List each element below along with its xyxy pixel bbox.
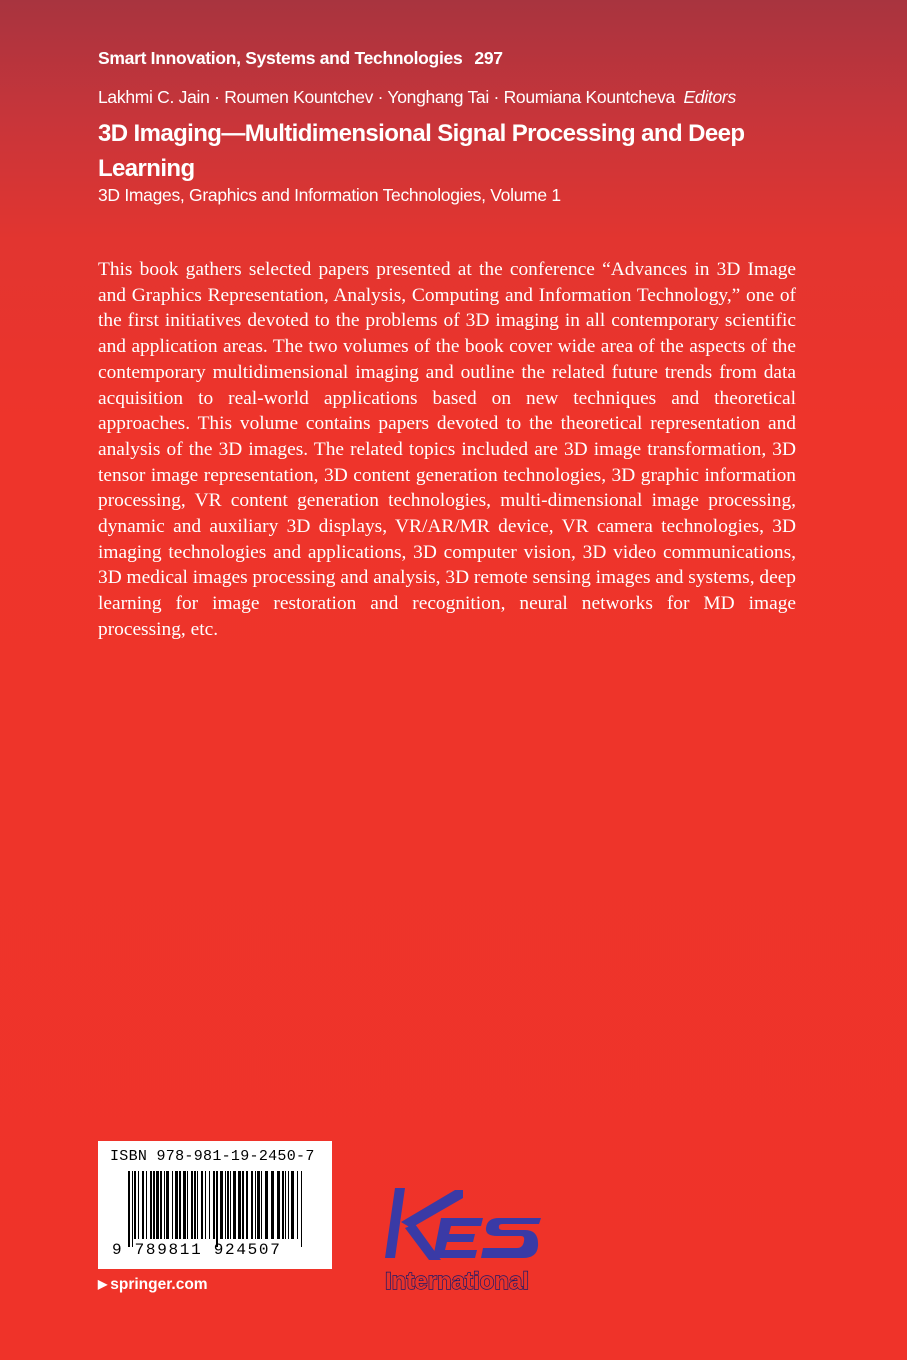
- barcode-bar: [297, 1171, 298, 1239]
- barcode-bar: [132, 1171, 133, 1247]
- barcode-bar: [242, 1171, 244, 1239]
- barcode-bar: [213, 1171, 215, 1239]
- barcode-bar: [209, 1171, 210, 1239]
- barcode-bar: [175, 1171, 178, 1239]
- barcode-box: [98, 1141, 332, 1269]
- editors-line: [98, 87, 736, 108]
- barcode-bar: [291, 1171, 294, 1239]
- barcode-bar: [187, 1171, 188, 1239]
- barcode-bar: [205, 1171, 206, 1239]
- barcode-bar: [225, 1171, 226, 1239]
- barcode-bar: [191, 1171, 193, 1239]
- barcode-bar: [251, 1171, 253, 1239]
- barcode-bar: [134, 1171, 136, 1239]
- barcode-bar: [201, 1171, 203, 1239]
- barcode-bar: [160, 1171, 162, 1239]
- kes-international-logo: [371, 1188, 543, 1301]
- series-name: Smart Innovation, Systems and Technologies: [98, 48, 463, 68]
- barcode-bar: [216, 1171, 218, 1247]
- barcode-bar: [277, 1171, 280, 1239]
- barcode-bar: [166, 1171, 169, 1239]
- barcode-bar: [183, 1171, 186, 1239]
- series-line: [98, 48, 503, 69]
- barcode-bar: [194, 1171, 196, 1239]
- barcode-bar: [153, 1171, 155, 1239]
- book-description: This book gathers selected papers presented at the conference “Advances in 3D Image and Graphics Representation, Analysis, Computing and Information Technology,” one of the first initiatives devoted to the problems of 3D imaging in all contemporary scientific and application areas. The two volumes of the book cover wide area of the aspects of the contemporary multidimensional imaging and outline the related future trends from data acquisition to real-world applications based on new techniques and theoretical approaches. This volume contains papers devoted to the theoretical representation and analysis of the 3D images. The related topics included are 3D image transformation, 3D tensor image representation, 3D content generation technologies, 3D graphic information processing, VR content generation technologies, multi-dimensional image processing, dynamic and auxiliary 3D displays, VR/AR/MR device, VR camera technologies, 3D imaging technologies and applications, 3D computer vision, 3D video communications, 3D medical images processing and analysis, 3D remote sensing images and systems, deep learning for image restoration and recognition, neural networks for MD image processing, etc.: [98, 259, 796, 640]
- springer-link[interactable]: [98, 1276, 208, 1294]
- barcode-bar: [271, 1171, 274, 1239]
- editors-role: Editors: [683, 87, 736, 107]
- barcode-bar: [227, 1171, 229, 1239]
- book-subtitle: 3D Images, Graphics and Information Technologies, Volume 1: [98, 185, 561, 205]
- barcode-bar: [146, 1171, 147, 1239]
- barcode-bar: [128, 1171, 130, 1247]
- barcode-bar: [179, 1171, 181, 1239]
- barcode-bar: [288, 1171, 289, 1239]
- series-number: 297: [474, 48, 503, 68]
- book-title: 3D Imaging—Multidimensional Signal Processing and Deep Learning: [98, 120, 745, 182]
- barcode-bar: [164, 1171, 165, 1239]
- barcode-bar: [197, 1171, 198, 1239]
- barcode-bar: [142, 1171, 144, 1239]
- barcode-bar: [138, 1171, 139, 1239]
- barcode-bar: [282, 1171, 284, 1239]
- barcode-bar: [230, 1171, 231, 1239]
- barcode-bar: [257, 1171, 260, 1239]
- arrow-right-icon: ▶: [98, 1277, 108, 1291]
- barcode-bar: [172, 1171, 173, 1239]
- ean-digits: 9 789811 924507: [112, 1241, 282, 1259]
- barcode-bar: [246, 1171, 248, 1239]
- barcode-bar: [255, 1171, 256, 1239]
- barcode-bar: [156, 1171, 159, 1239]
- barcode-bar: [265, 1171, 268, 1239]
- kes-logo-graphic: [371, 1188, 543, 1296]
- barcode-bar: [261, 1171, 262, 1239]
- barcode-bar: [150, 1171, 152, 1239]
- editor-names: Lakhmi C. Jain · Roumen Kountchev · Yonghang Tai · Roumiana Kountcheva: [98, 87, 675, 107]
- barcode-bar: [220, 1171, 223, 1239]
- isbn-label: ISBN 978-981-19-2450-7: [110, 1148, 315, 1165]
- barcode-bar: [285, 1171, 286, 1239]
- barcode-bar: [233, 1171, 236, 1239]
- barcode-bar: [238, 1171, 241, 1239]
- kes-logo-text: International: [384, 1268, 530, 1295]
- barcode-bar: [301, 1171, 302, 1247]
- springer-link-label: springer.com: [110, 1276, 208, 1293]
